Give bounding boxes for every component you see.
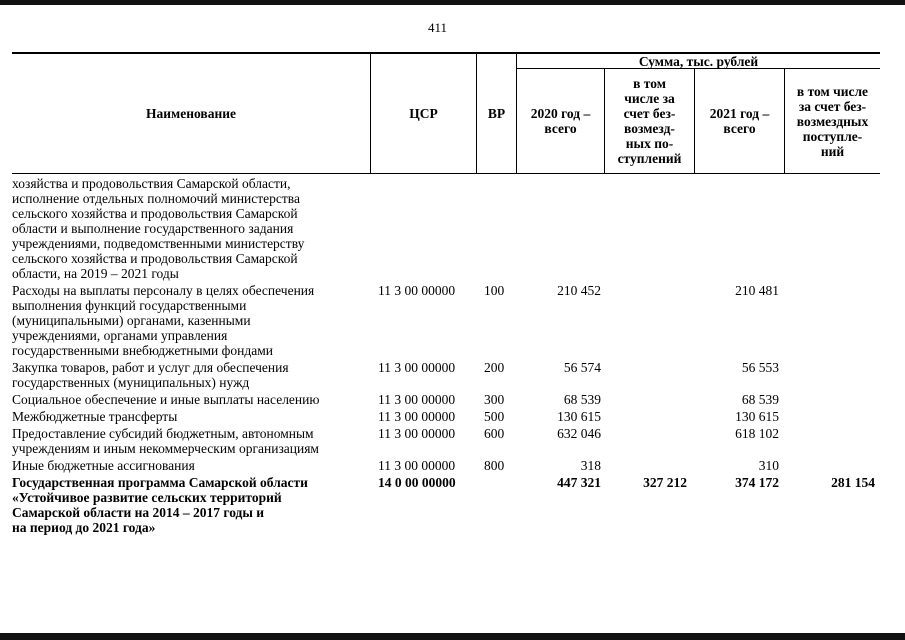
header-2021-non-repayable: в том числе за счет без- возмездных поступле- ний — [796, 83, 869, 159]
row-v2021: 130 615 — [735, 409, 779, 424]
row-v2020: 447 321 — [557, 475, 601, 490]
header-bottom-rule — [12, 173, 880, 174]
row-csr: 11 3 00 00000 — [378, 360, 456, 375]
header-2020-non-repayable: в том числе за счет без- возмезд- ных по- ступлений — [617, 76, 682, 166]
row-name-line: хозяйства и продовольствия Самарской области, — [12, 176, 291, 191]
row-name-line: учреждениям и иным некоммерческим организациям — [12, 441, 319, 456]
row-v2021: 310 — [758, 458, 779, 473]
row-csr: 11 3 00 00000 — [378, 458, 456, 473]
scan-bottom-edge — [0, 633, 905, 640]
row-vr: 100 — [484, 283, 505, 298]
row-vr: 300 — [484, 392, 505, 407]
row-v2021: 374 172 — [735, 475, 779, 490]
row-name-line: выполнения функций государственными — [12, 298, 247, 313]
row-name-line: сельского хозяйства и продовольствия Самарской — [12, 206, 298, 221]
row-v2020: 632 046 — [557, 426, 601, 441]
row-name-line: учреждениями, органами управления — [12, 328, 228, 343]
row-name-line: области, на 2019 – 2021 годы — [12, 266, 179, 281]
row-v2020: 318 — [580, 458, 601, 473]
row-name-line: (муниципальными) органами, казенными — [12, 313, 251, 328]
row-v2021bv: 281 154 — [831, 475, 875, 490]
row-csr: 11 3 00 00000 — [378, 409, 456, 424]
row-name-line: государственных (муниципальных) нужд — [12, 375, 250, 390]
row-csr: 14 0 00 00000 — [378, 475, 456, 490]
row-vr: 200 — [484, 360, 505, 375]
row-csr: 11 3 00 00000 — [378, 392, 456, 407]
header-csr: ЦСР — [409, 105, 438, 121]
row-name-line: исполнение отдельных полномочий министерства — [12, 191, 300, 206]
row-csr: 11 3 00 00000 — [378, 283, 456, 298]
row-name-line: Предоставление субсидий бюджетным, автономным — [12, 426, 314, 441]
row-csr: 11 3 00 00000 — [378, 426, 456, 441]
row-v2021: 56 553 — [741, 360, 779, 375]
row-name-line: Социальное обеспечение и иные выплаты населению — [12, 392, 320, 407]
row-name-line: Государственная программа Самарской области — [12, 475, 308, 490]
header-sum-group: Сумма, тыс. рублей — [638, 53, 759, 69]
row-vr: 600 — [484, 426, 505, 441]
row-v2021: 210 481 — [735, 283, 779, 298]
row-name-line: Расходы на выплаты персоналу в целях обеспечения — [12, 283, 315, 298]
header-2020-total: 2020 год – всего — [530, 106, 591, 136]
row-v2021: 68 539 — [741, 392, 779, 407]
row-name-line: Межбюджетные трансферты — [12, 409, 178, 424]
row-name-line: области и выполнение государственного задания — [12, 221, 294, 236]
row-vr: 800 — [484, 458, 505, 473]
row-name-line: государственными внебюджетными фондами — [12, 343, 274, 358]
row-vr: 500 — [484, 409, 505, 424]
row-v2021: 618 102 — [735, 426, 779, 441]
header-name: Наименование — [146, 105, 236, 121]
row-v2020bv: 327 212 — [643, 475, 687, 490]
row-v2020: 56 574 — [563, 360, 601, 375]
row-v2020: 68 539 — [563, 392, 601, 407]
row-name-line: Самарской области на 2014 – 2017 годы и — [12, 505, 265, 520]
row-name-line: «Устойчивое развитие сельских территорий — [12, 490, 282, 505]
header-2021-total: 2021 год – всего — [709, 106, 770, 136]
page-number: 411 — [428, 20, 448, 35]
row-v2020: 130 615 — [557, 409, 601, 424]
row-name-line: сельского хозяйства и продовольствия Самарской — [12, 251, 298, 266]
row-name-line: Иные бюджетные ассигнования — [12, 458, 195, 473]
row-name-line: учреждениями, подведомственными министерству — [12, 236, 305, 251]
header-vr: ВР — [487, 105, 506, 121]
row-name-line: Закупка товаров, работ и услуг для обеспечения — [12, 360, 289, 375]
row-v2020: 210 452 — [557, 283, 601, 298]
scan-top-edge — [0, 0, 905, 5]
row-name-line: на период до 2021 года» — [12, 520, 156, 535]
